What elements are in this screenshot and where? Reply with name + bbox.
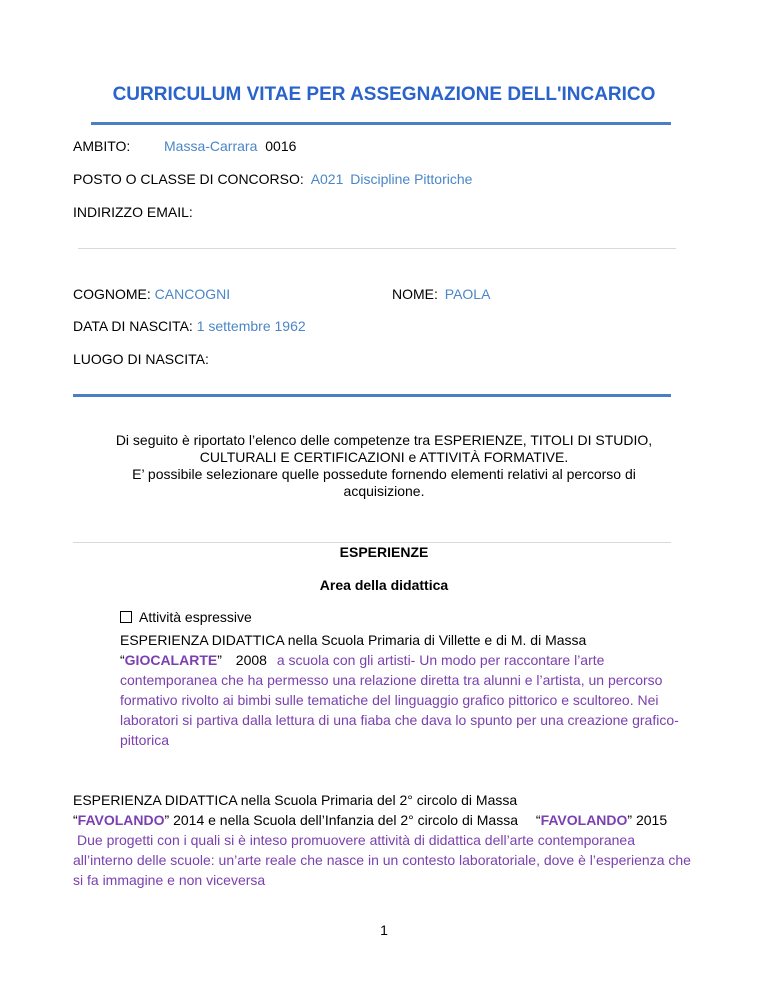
ambito-row bbox=[164, 138, 296, 154]
exp2-mid: ” 2014 e nella Scuola dell’Infanzia del 2° circolo di Massa bbox=[164, 812, 518, 828]
ambito-code: 0016 bbox=[265, 138, 297, 154]
email-divider bbox=[78, 248, 676, 249]
experience-2 bbox=[73, 790, 698, 890]
data-nascita-label: DATA DI NASCITA: bbox=[73, 318, 193, 334]
intro-line4: acquisizione. bbox=[343, 483, 425, 499]
intro-line2: CULTURALI E CERTIFICAZIONI e ATTIVITÀ FORMATIVE. bbox=[199, 449, 569, 465]
exp1-project: GIOCALARTE bbox=[124, 652, 218, 668]
checkbox-label: Attività espressive bbox=[139, 609, 252, 625]
area-heading: Area della didattica bbox=[319, 577, 449, 593]
exp1-quote-open: “ bbox=[120, 652, 125, 668]
exp2-quote-open-2: “ bbox=[535, 812, 541, 828]
data-nascita-value: 1 settembre 1962 bbox=[196, 318, 306, 334]
email-label: INDIRIZZO EMAIL: bbox=[73, 204, 193, 220]
ambito-label: AMBITO: bbox=[73, 138, 131, 154]
cognome-label: COGNOME: bbox=[73, 286, 151, 302]
exp2-project-2: FAVOLANDO bbox=[540, 812, 628, 828]
exp1-year: 2008 bbox=[235, 652, 267, 668]
section-heading: ESPERIENZE bbox=[339, 544, 429, 560]
exp2-project-1: FAVOLANDO bbox=[77, 812, 165, 828]
personal-rule bbox=[73, 394, 671, 397]
nome-row bbox=[392, 286, 490, 302]
page-title: CURRICULUM VITAE PER ASSEGNAZIONE DELL'INCARICO bbox=[112, 84, 656, 105]
exp2-year: 2015 bbox=[635, 812, 668, 828]
exp1-description: a scuola con gli artisti- Un modo per raccontare l’arte contemporanea che ha permesso una relazione diretta tra alunni e l’artista, un percorso formativo rivolto ai bimbi sulle tematiche del linguaggio grafico pittorico e scultoreo. Nei laboratori si partiva dalla lettura di una fiaba che dava lo spunto per una creazione grafico-pittorica bbox=[120, 652, 679, 748]
posto-label: POSTO O CLASSE DI CONCORSO: bbox=[73, 171, 304, 187]
posto-code: A021 bbox=[310, 171, 344, 187]
exp1-quote-close: ” bbox=[217, 652, 222, 668]
luogo-nascita-label: LUOGO DI NASCITA: bbox=[73, 351, 209, 367]
section-divider bbox=[73, 542, 671, 543]
checkbox-icon[interactable] bbox=[120, 611, 132, 623]
experience-1 bbox=[120, 630, 680, 750]
nome-value: PAOLA bbox=[444, 286, 491, 302]
nome-label: NOME: bbox=[392, 286, 438, 302]
cognome-value: CANCOGNI bbox=[154, 286, 231, 302]
page-number: 1 bbox=[380, 922, 388, 938]
ambito-value: Massa-Carrara bbox=[164, 138, 258, 154]
checkbox-item[interactable] bbox=[120, 609, 252, 625]
posto-row bbox=[73, 171, 472, 187]
intro-text bbox=[80, 432, 688, 500]
title-rule bbox=[91, 122, 671, 125]
exp1-intro: ESPERIENZA DIDATTICA nella Scuola Primaria di Villette e di M. di Massa bbox=[120, 632, 587, 648]
exp2-quote-close-2: ” bbox=[627, 812, 633, 828]
exp2-description: Due progetti con i quali si è inteso promuovere attività di didattica dell’arte contemporanea all’interno delle scuole: un’arte reale che nasce in un contesto laboratoriale, dove è l’esperienza che si fa immagine e non viceversa bbox=[73, 832, 691, 888]
posto-value: Discipline Pittoriche bbox=[350, 171, 473, 187]
data-nascita-row bbox=[73, 318, 306, 334]
intro-line3: E’ possibile selezionare quelle possedute fornendo elementi relativi al percorso di bbox=[132, 466, 636, 482]
exp2-intro: ESPERIENZA DIDATTICA nella Scuola Primaria del 2° circolo di Massa bbox=[73, 792, 518, 808]
intro-line1: Di seguito è riportato l’elenco delle competenze tra ESPERIENZE, TITOLI DI STUDIO, bbox=[115, 432, 653, 448]
cognome-row bbox=[73, 286, 230, 302]
exp2-quote-open: “ bbox=[73, 812, 78, 828]
